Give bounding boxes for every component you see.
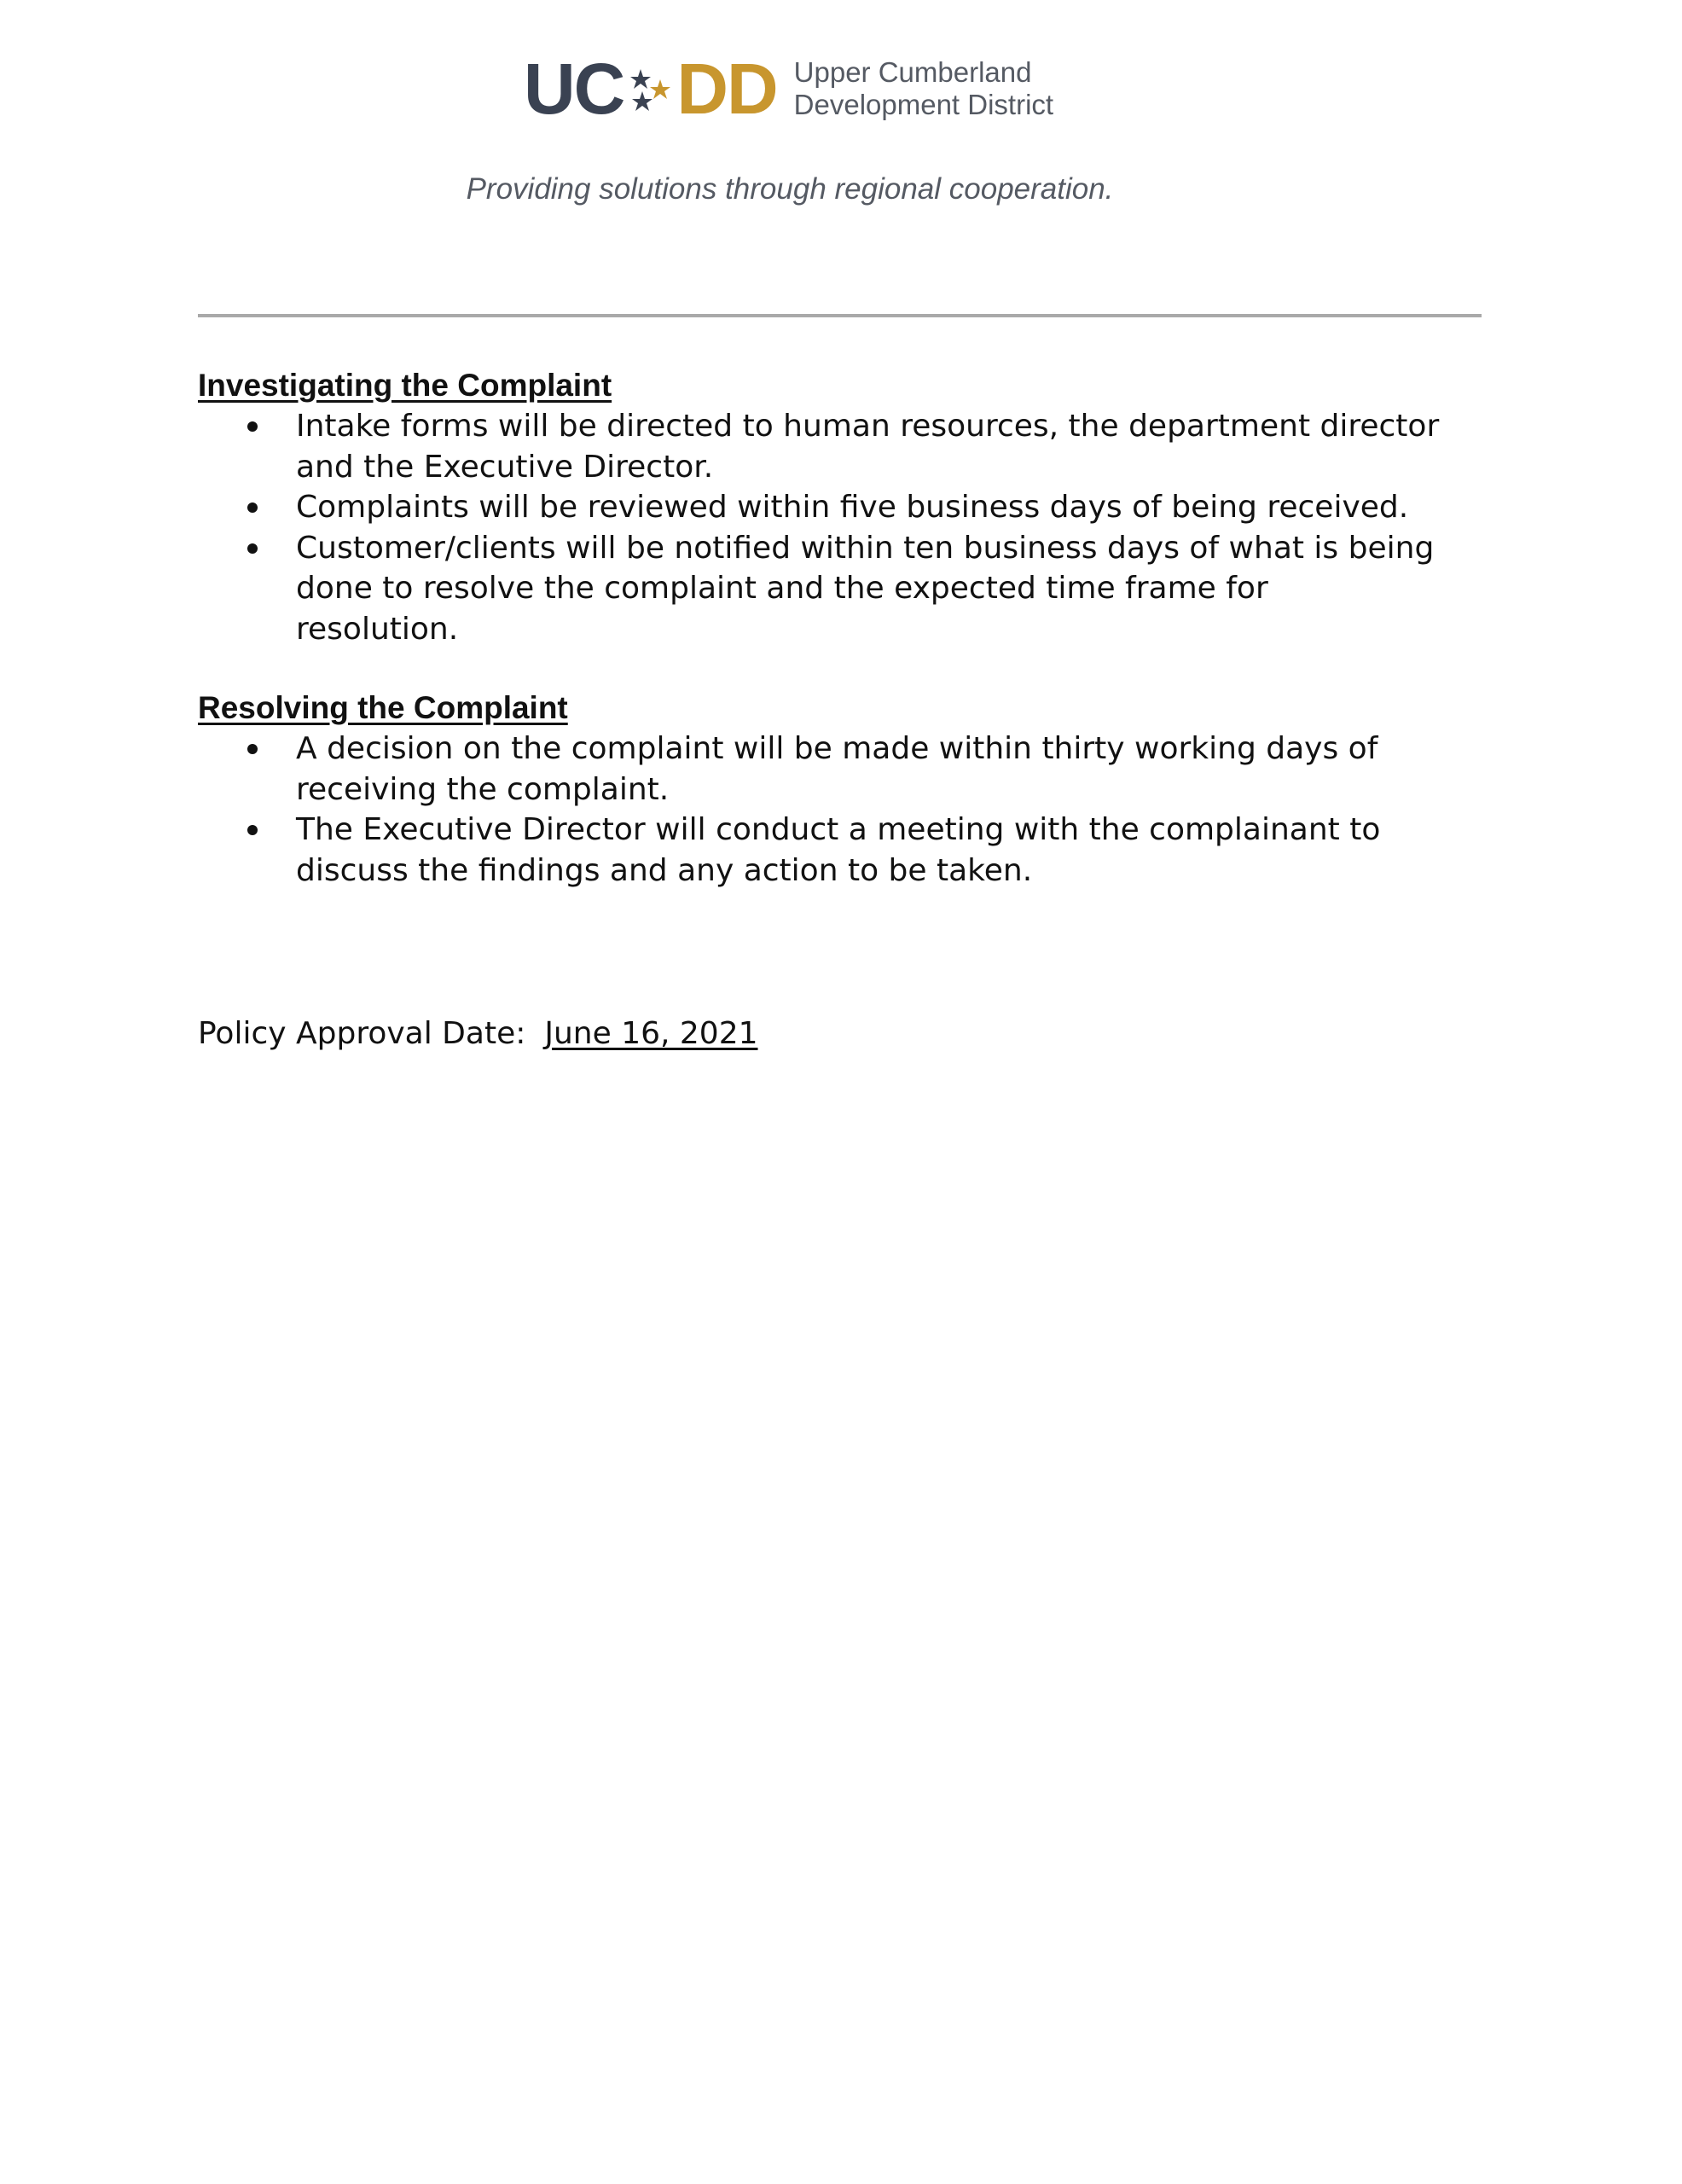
bullet-icon: [247, 744, 258, 754]
logo-mark: [524, 49, 777, 129]
org-name-line1: Upper Cumberland: [793, 56, 1032, 88]
ucdd-logo: [524, 49, 1054, 129]
bullet-line: Intake forms will be directed to human resources, the department director: [296, 409, 1440, 444]
bullet-line: done to resolve the complaint and the expected time frame for: [296, 571, 1268, 606]
bullet-line: Complaints will be reviewed within five business days of being received.: [296, 490, 1409, 525]
section-investigating: [198, 365, 1494, 649]
bullet-line: Customer/clients will be notified within ten business days of what is being: [296, 530, 1435, 566]
list-item: [198, 528, 1494, 650]
list-item: [198, 729, 1494, 810]
org-name-line2: Development District: [793, 89, 1054, 120]
bullet-icon: [247, 421, 258, 432]
list-item: [198, 810, 1494, 891]
bullet-line: The Executive Director will conduct a meeting with the complainant to: [296, 812, 1381, 847]
bullet-line: and the Executive Director.: [296, 449, 714, 485]
list-item: [198, 487, 1494, 528]
bullet-line: receiving the complaint.: [296, 771, 670, 807]
tagline: Providing solutions through regional cooperation.: [466, 172, 1114, 206]
three-stars-icon: [625, 62, 675, 115]
list-item: [198, 406, 1494, 487]
org-name: [794, 56, 1053, 121]
bullet-line: resolution.: [296, 611, 459, 647]
section-title: Investigating the Complaint: [198, 368, 612, 403]
bullet-icon: [247, 502, 258, 513]
logo-uc-text: UC: [524, 49, 624, 129]
section-title: Resolving the Complaint: [198, 690, 568, 725]
policy-approval: [198, 1014, 758, 1054]
bullet-list: [198, 406, 1494, 649]
approval-label: Policy Approval Date:: [198, 1016, 526, 1051]
bullet-line: discuss the findings and any action to be taken.: [296, 852, 1033, 888]
bullet-icon: [247, 543, 258, 554]
section-resolving: [198, 688, 1494, 891]
bullet-list: [198, 729, 1494, 891]
header-divider: [198, 314, 1482, 317]
approval-date: June 16, 2021: [544, 1016, 758, 1051]
logo-dd-text: DD: [676, 49, 777, 129]
bullet-line: A decision on the complaint will be made within thirty working days of: [296, 731, 1378, 766]
bullet-icon: [247, 825, 258, 835]
